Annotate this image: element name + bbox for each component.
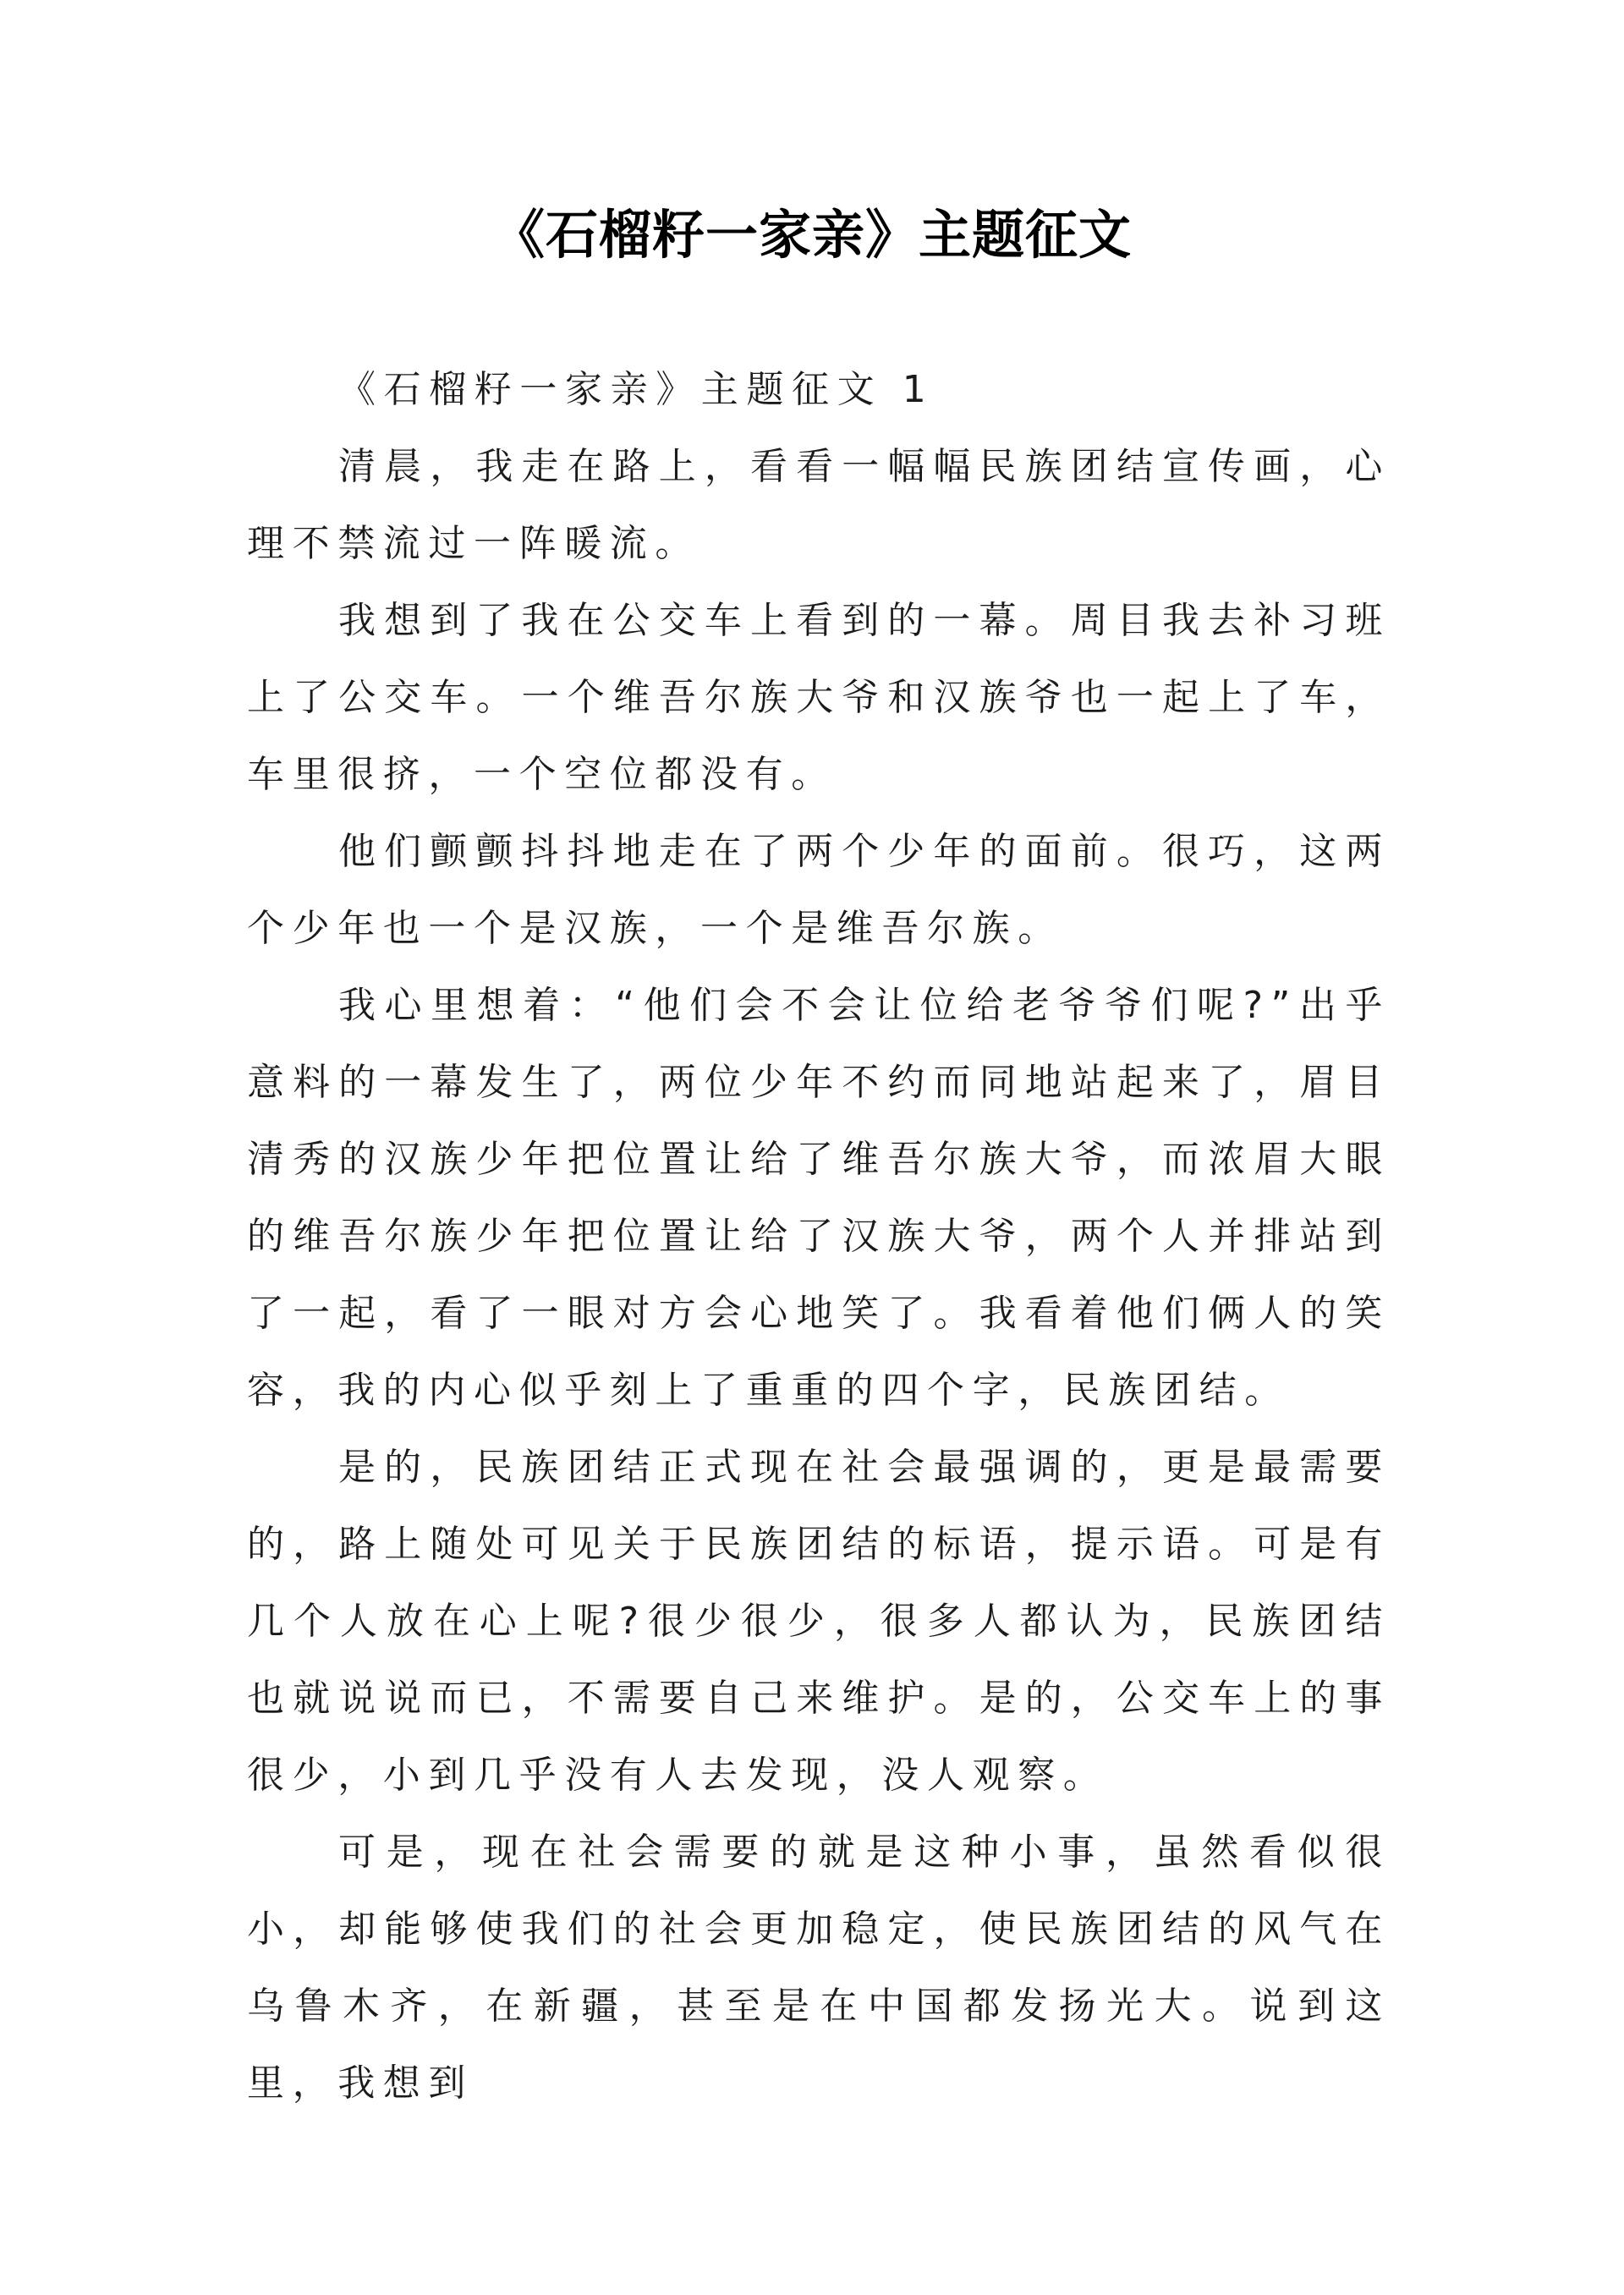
paragraph-5: 是的，民族团结正式现在社会最强调的，更是最需要的，路上随处可见关于民族团结的标语，提示语。可是有几个人放在心上呢?很少很少，很多人都认为，民族团结也就说说而已，不需要自己来维护。是的，公交车上的事很少，小到几乎没有人去发现，没人观察。 [247, 1446, 1391, 1797]
paragraph-1: 清晨，我走在路上，看看一幅幅民族团结宣传画，心理不禁流过一阵暖流。 [247, 445, 1391, 565]
paragraph-6: 可是，现在社会需要的就是这种小事，虽然看似很小，却能够使我们的社会更加稳定，使民族团结的风气在乌鲁木齐，在新疆，甚至是在中国都发扬光大。说到这里，我想到 [247, 1831, 1391, 2105]
paragraph-3: 他们颤颤抖抖地走在了两个少年的面前。很巧，这两个少年也一个是汉族，一个是维吾尔族。 [247, 830, 1391, 950]
paragraph-4: 我心里想着：“他们会不会让位给老爷爷们呢?”出乎意料的一幕发生了，两位少年不约而同地站起来了，眉目清秀的汉族少年把位置让给了维吾尔族大爷，而浓眉大眼的维吾尔族少年把位置让给了汉族大爷，两个人并排站到了一起，看了一眼对方会心地笑了。我看着他们俩人的笑容，我的内心似乎刻上了重重的四个字，民族团结。 [247, 984, 1391, 1412]
paragraph-2: 我想到了我在公交车上看到的一幕。周目我去补习班上了公交车。一个维吾尔族大爷和汉族爷也一起上了车，车里很挤，一个空位都没有。 [247, 599, 1391, 796]
document-title: 《石榴籽一家亲》主题征文 [491, 204, 1132, 266]
essay-heading: 《石榴籽一家亲》主题征文 1 [338, 368, 935, 411]
document-body [247, 351, 1391, 2122]
